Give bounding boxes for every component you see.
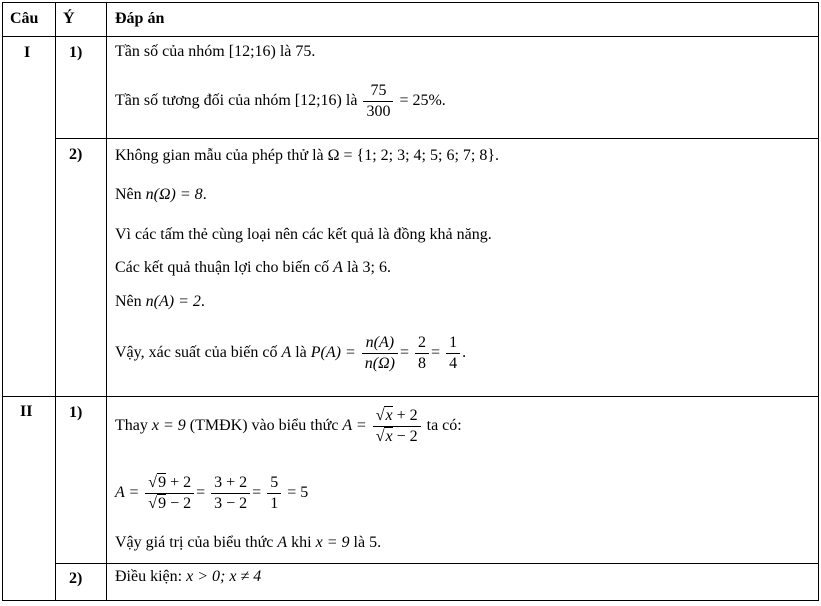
answer-i2-line3: Vì các tấm thẻ cùng loại nên các kết quả là đồng khả năng. xyxy=(115,226,492,243)
table-border-top xyxy=(2,2,819,3)
row-divider-i-ii xyxy=(2,396,819,397)
fraction-75-300: $\frac{75}{300}$ xyxy=(363,81,393,122)
part-label-i-2: 2) xyxy=(69,146,83,163)
answer-ii1-line2: A = $\frac{√9 + 2}{√9 - 2}$ = $\frac{3 + 2}{3 - 2}$ = $\frac{5}{1}$ = 5 xyxy=(115,474,309,512)
header-y: Ý xyxy=(63,10,75,27)
column-divider-1 xyxy=(55,2,56,601)
header-divider xyxy=(2,36,819,37)
answer-i2-line2: Nên n(Ω) = 8. xyxy=(115,186,207,203)
question-label-ii: II xyxy=(20,403,33,420)
fraction-1-4: $\frac{1}{4}$ xyxy=(446,333,460,374)
part-label-ii-1: 1) xyxy=(69,404,83,421)
table-border-right xyxy=(818,2,819,601)
answer-ii2-line1: Điều kiện: x > 0; x ≠ 4 xyxy=(115,568,262,585)
part-label-ii-2: 2) xyxy=(69,570,83,587)
answer-i1-line2: Tần số tương đối của nhóm [12;16) là $\frac{75}{300}$ = 25%. xyxy=(115,82,446,120)
row-divider-ii-2 xyxy=(55,563,819,564)
table-border-left xyxy=(2,2,3,601)
fraction-nA-nOmega: $\frac{n(A)}{n(\Omega)}$ xyxy=(362,333,398,374)
answer-i1-line1: Tần số của nhóm [12;16) là 75. xyxy=(115,43,316,60)
fraction-sqrt9: $\frac{√9 + 2}{√9 - 2}$ xyxy=(145,473,194,514)
answer-i2-line4: Các kết quả thuận lợi cho biến cố A là 3; 6. xyxy=(115,259,391,276)
part-label-i-1: 1) xyxy=(69,44,83,61)
row-divider-i-2 xyxy=(55,138,819,139)
fraction-expression-a: $\frac{√x + 2}{√x - 2}$ xyxy=(373,406,421,447)
answer-ii1-line3: Vậy giá trị của biểu thức A khi x = 9 là 5. xyxy=(115,534,382,551)
answer-i2-line6: Vậy, xác suất của biến cố A là P(A) = $\frac{n(A)}{n(\Omega)}$ = $\frac{2}{8}$ = $\frac{1}{4}$ . xyxy=(115,334,467,372)
column-divider-2 xyxy=(106,2,107,601)
fraction-3plus2: $\frac{3 + 2}{3 - 2}$ xyxy=(211,473,250,514)
fraction-5-1: $\frac{5}{1}$ xyxy=(267,473,281,514)
table-border-bottom xyxy=(2,600,819,601)
answer-ii1-line1: Thay x = 9 (TMĐK) vào biểu thức A = $\frac{√x + 2}{√x - 2}$ ta có: xyxy=(115,407,462,445)
question-label-i: I xyxy=(24,44,31,61)
header-dap-an: Đáp án xyxy=(115,10,165,27)
answer-i2-line1: Không gian mẫu của phép thử là Ω = {1; 2; 3; 4; 5; 6; 7; 8}. xyxy=(115,147,500,164)
header-cau: Câu xyxy=(10,10,39,27)
fraction-2-8: $\frac{2}{8}$ xyxy=(415,333,429,374)
answer-i2-line5: Nên n(A) = 2. xyxy=(115,293,205,310)
